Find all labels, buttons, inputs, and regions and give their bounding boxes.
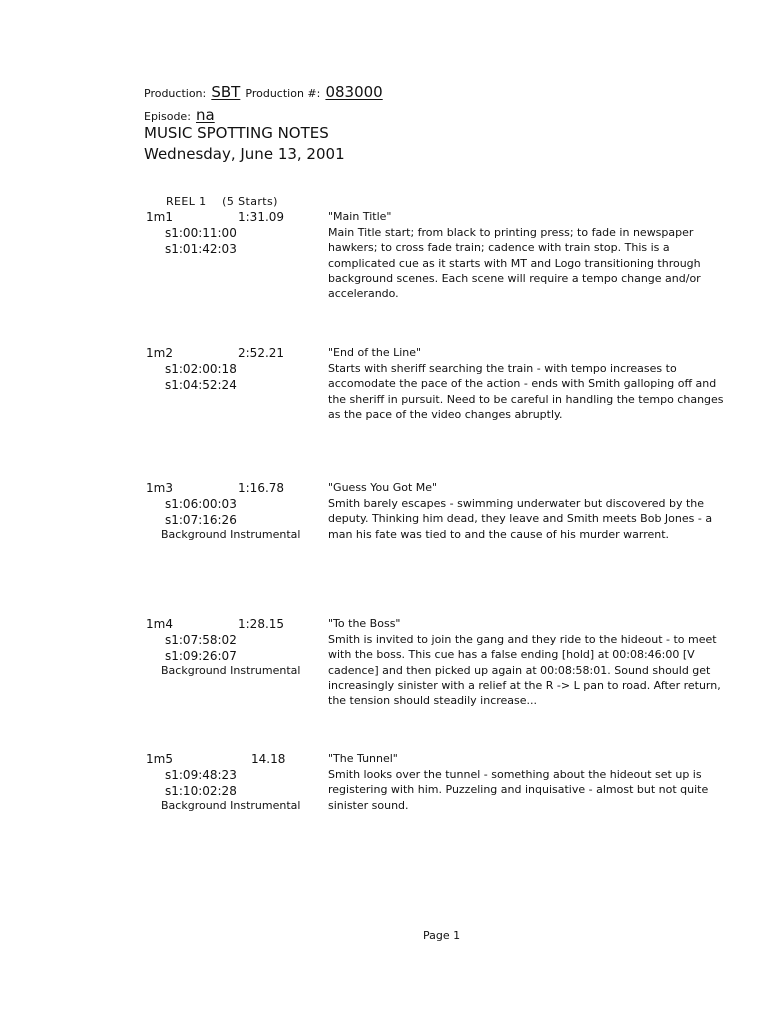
cue-description: Smith looks over the tunnel - something about the hideout set up is registering with him. Puzzeling and inquisative - almost but not quite sinister sound.	[328, 768, 709, 812]
production-number-value: 083000	[325, 83, 383, 101]
episode-value: na	[196, 106, 215, 124]
cue-id: 1m2	[146, 346, 173, 360]
cue-id: 1m5	[146, 752, 173, 766]
cue-timecode-out: s1:09:26:07	[165, 649, 237, 663]
cue-note: Background Instrumental	[161, 664, 301, 677]
document-date: Wednesday, June 13, 2001	[144, 145, 345, 163]
page-number: Page 1	[423, 929, 461, 942]
episode-line	[144, 105, 215, 124]
cue-duration: 1:16.78	[238, 481, 285, 495]
document-title: MUSIC SPOTTING NOTES	[144, 124, 329, 142]
cue-title: "To the Boss"	[328, 617, 401, 630]
cue-title: "End of the Line"	[328, 346, 422, 359]
cue-id: 1m4	[146, 617, 173, 631]
cue-timecode-in: s1:02:00:18	[165, 362, 237, 376]
cue-description: Smith barely escapes - swimming underwater but discovered by the deputy. Thinking him dead, they leave and Smith meets Bob Jones - a man his fate was tied to and the cause of his murder warrent.	[328, 497, 713, 541]
cue-note: Background Instrumental	[161, 528, 301, 541]
cue-duration: 2:52.21	[238, 346, 285, 360]
cue-timecode-in: s1:06:00:03	[165, 497, 237, 511]
cue-description: Starts with sheriff searching the train - with tempo increases to accomodate the pace of the action - ends with Smith galloping off and the sheriff in pursuit. Need to be careful in handling the tempo changes as the pace of the video changes abruptly.	[328, 362, 724, 421]
cue-description: Main Title start; from black to printing press; to fade in newspaper hawkers; to cross fade train; cadence with train stop. This is a complicated cue as it starts with MT and Logo transitioning through background scenes. Each scene will require a tempo change and/or accelerando.	[328, 226, 701, 301]
cue-title: "Main Title"	[328, 210, 392, 223]
episode-label: Episode:	[144, 110, 191, 123]
cue-timecode-in: s1:07:58:02	[165, 633, 237, 647]
cue-timecode-out: s1:04:52:24	[165, 378, 237, 392]
cue-duration: 1:28.15	[238, 617, 285, 631]
cue-note: Background Instrumental	[161, 799, 301, 812]
cue-timecode-out: s1:01:42:03	[165, 242, 237, 256]
cue-id: 1m1	[146, 210, 173, 224]
cue-id: 1m3	[146, 481, 173, 495]
production-label: Production:	[144, 87, 207, 100]
cue-description: Smith is invited to join the gang and they ride to the hideout - to meet with the boss. This cue has a false ending [hold] at 00:08:46:00 [V cadence] and then picked up again at 00:08:58:01. Sound should get increasingly sinister with a relief at the R -> L pan to road. After return, the tension should steadily increase...	[328, 633, 721, 708]
cue-timecode-out: s1:07:16:26	[165, 513, 237, 527]
cue-timecode-in: s1:09:48:23	[165, 768, 237, 782]
cue-title: "The Tunnel"	[328, 752, 398, 765]
cue-title: "Guess You Got Me"	[328, 481, 438, 494]
production-line	[144, 82, 383, 101]
production-number-label: Production #:	[245, 87, 321, 100]
cue-duration: 1:31.09	[238, 210, 285, 224]
reel-heading: REEL 1 (5 Starts)	[166, 195, 278, 208]
cue-timecode-out: s1:10:02:28	[165, 784, 237, 798]
cue-timecode-in: s1:00:11:00	[165, 226, 237, 240]
cue-duration: 14.18	[251, 752, 286, 766]
production-value: SBT	[211, 83, 241, 101]
